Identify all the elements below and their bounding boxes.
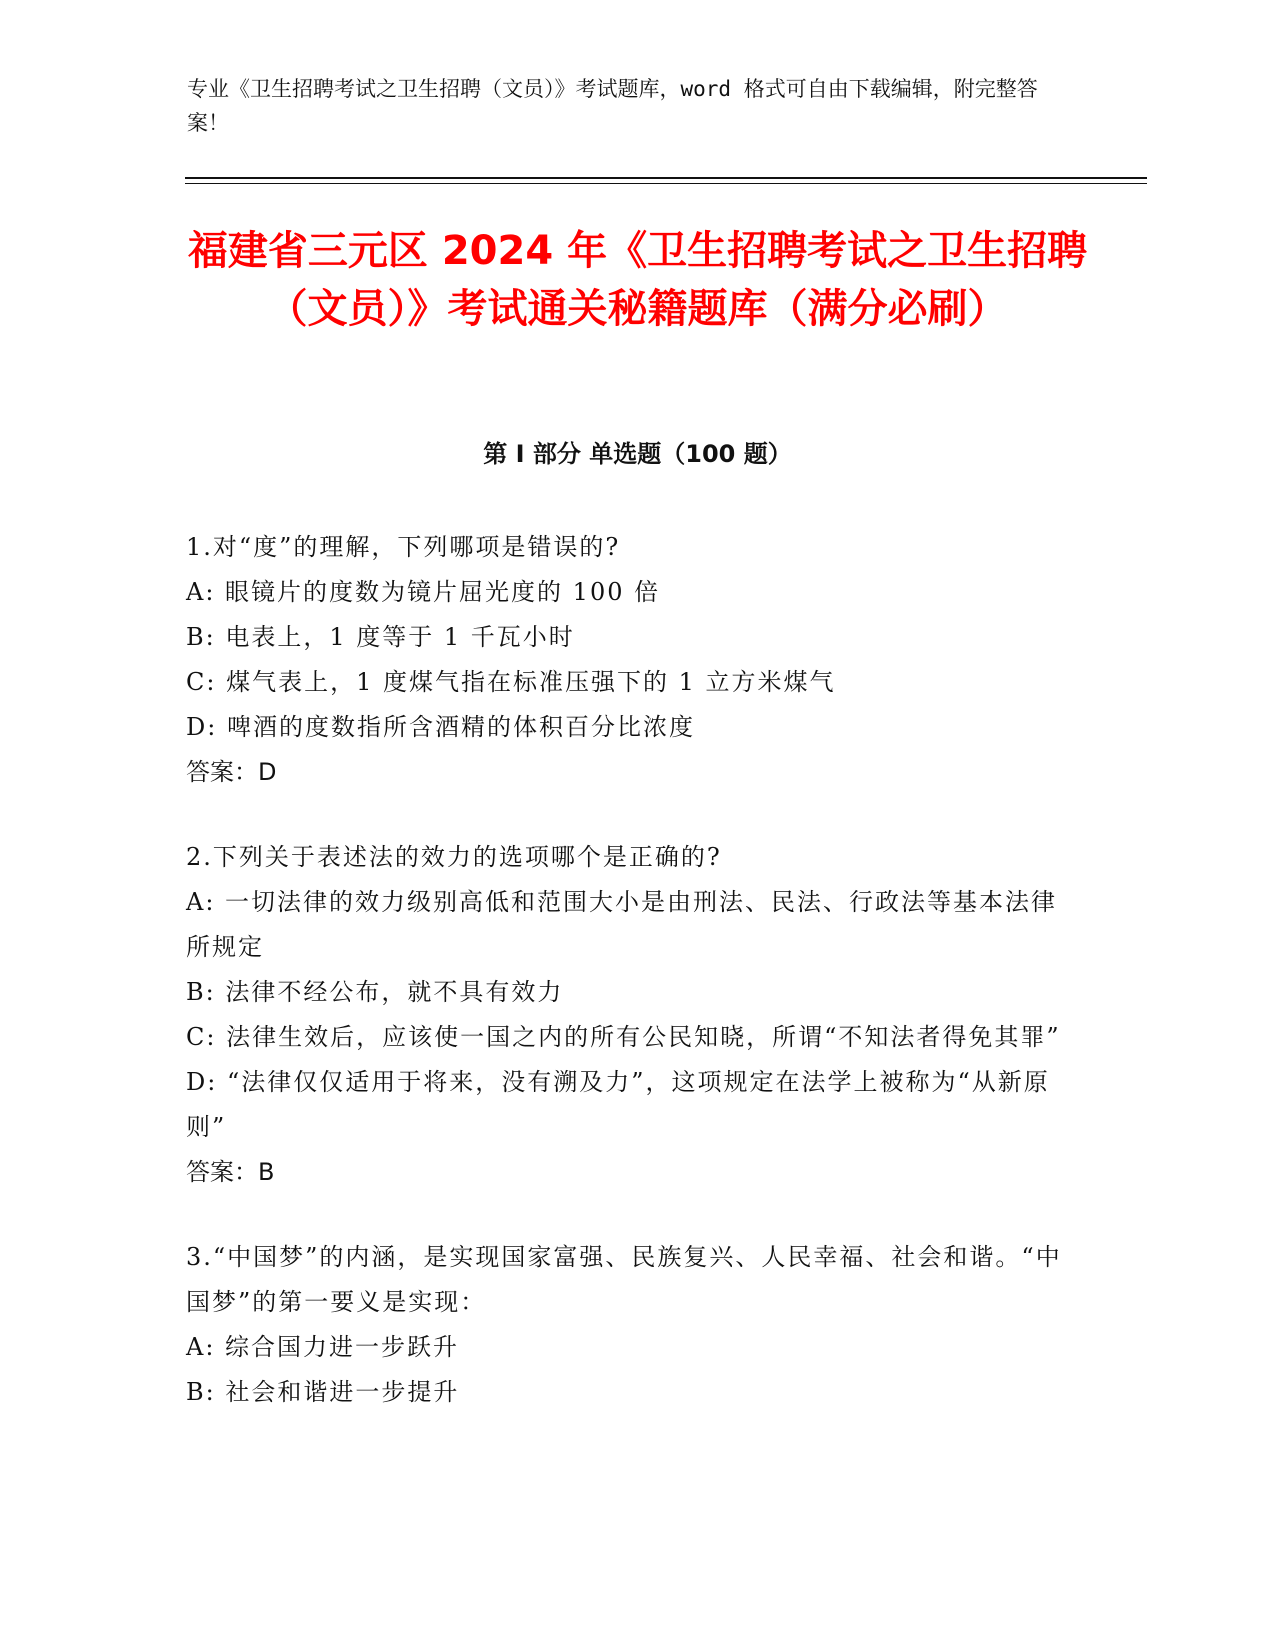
answer-line: 答案：D [186,758,277,786]
document-title: 福建省三元区 2024 年《卫生招聘考试之卫生招聘（文员）》考试通关秘籍题库（满分必刷） [187,228,1088,332]
header-rule-top [185,177,1147,179]
question-stem: 3.“中国梦”的内涵，是实现国家富强、民族复兴、人民幸福、社会和谐。“中国梦”的第一要义是实现： [186,1243,1062,1316]
option-a: A: 综合国力进一步跃升 [186,1333,460,1361]
question-list [186,525,1066,1455]
section-title: 第 I 部分 单选题（100 题） [483,440,792,468]
option-c: C: 法律生效后，应该使一国之内的所有公民知晓，所谓“不知法者得免其罪” [186,1023,1061,1051]
question-stem: 1.对“度”的理解，下列哪项是错误的? [186,533,621,561]
header-rule-bottom [185,183,1147,184]
header-note: 专业《卫生招聘考试之卫生招聘（文员）》考试题库，word 格式可自由下载编辑，附完整答案！ [187,77,1038,135]
question-3 [186,1235,1066,1415]
option-d: D: “法律仅仅适用于将来，没有溯及力”，这项规定在法学上被称为“从新原则” [186,1068,1050,1141]
question-2 [186,835,1066,1195]
option-b: B: 法律不经公布，就不具有效力 [186,978,564,1006]
option-a: A: 一切法律的效力级别高低和范围大小是由刑法、民法、行政法等基本法律所规定 [186,888,1058,961]
option-b: B: 社会和谐进一步提升 [186,1378,460,1406]
option-d: D: 啤酒的度数指所含酒精的体积百分比浓度 [186,713,695,741]
option-c: C: 煤气表上，1 度煤气指在标准压强下的 1 立方米煤气 [186,668,836,696]
answer-line: 答案：B [186,1158,275,1186]
option-b: B: 电表上，1 度等于 1 千瓦小时 [186,623,575,651]
option-a: A: 眼镜片的度数为镜片屈光度的 100 倍 [186,578,661,606]
question-stem: 2.下列关于表述法的效力的选项哪个是正确的? [186,843,722,871]
question-1 [186,525,1066,795]
